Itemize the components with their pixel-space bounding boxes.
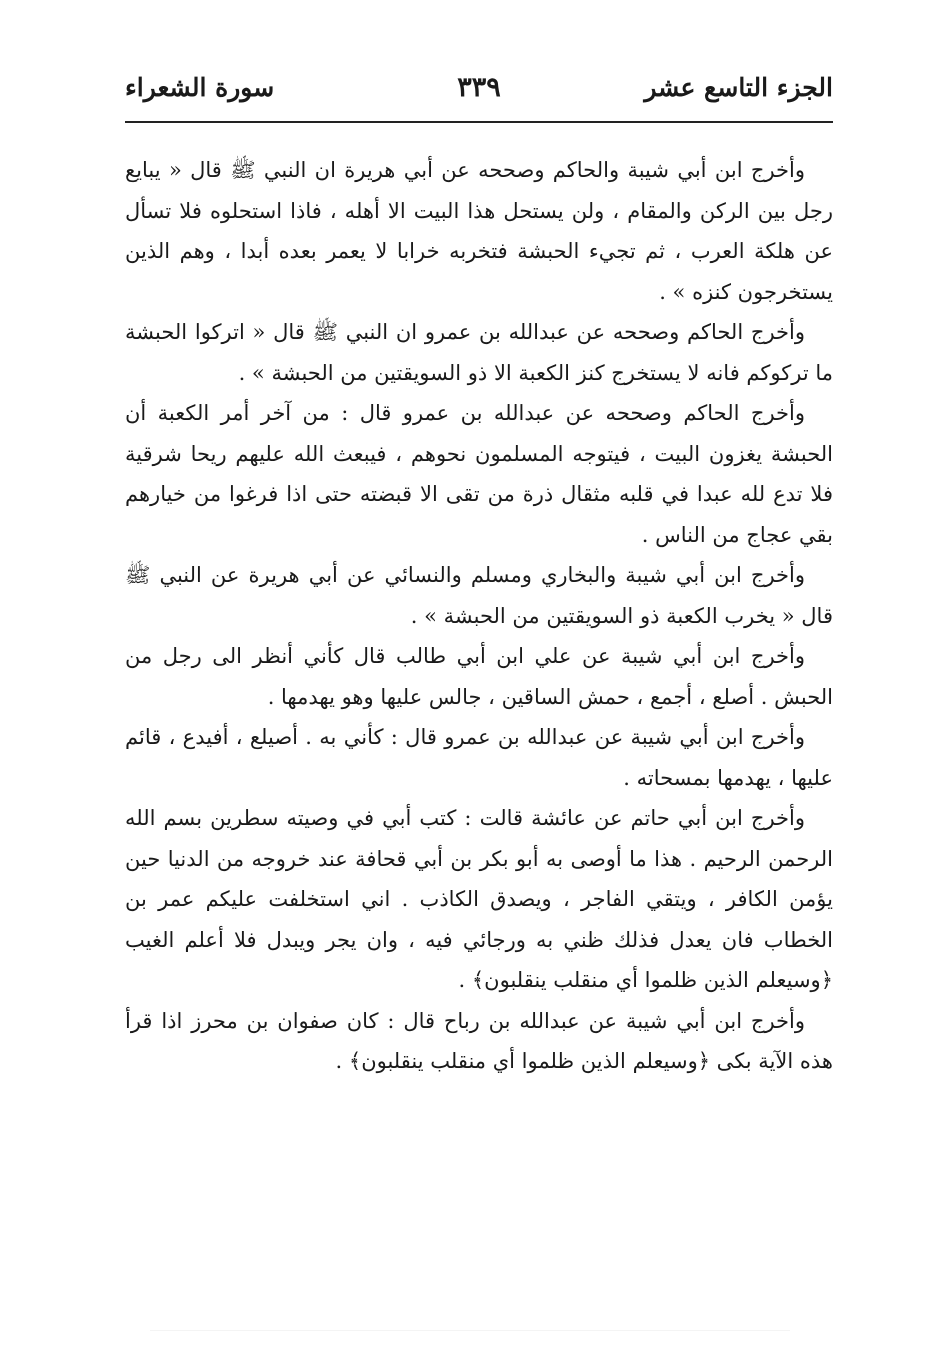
running-header: [125, 70, 833, 116]
paragraph: وأخرج ابن أبي شيبة والحاكم وصححه عن أبي هريرة ان النبي ﷺ قال « يبايع رجل بين الركن والمقام ، ولن يستحل هذا البيت الا أهله ، فاذا استحلوه فلا تسأل عن هلكة العرب ، ثم تجيء الحبشة فتخربه خرابا لا يعمر بعده أبدا ، وهم الذين يستخرجون كنزه » .: [125, 158, 833, 304]
page-body: [125, 150, 833, 1082]
surah-label: سورة الشعراء: [125, 73, 275, 102]
paragraph: وأخرج ابن أبي شيبة عن علي ابن أبي طالب قال كأني أنظر الى رجل من الحبش . أصلع ، أجمع ، حمش الساقين ، جالس عليها وهو يهدمها .: [125, 644, 833, 709]
paragraph: وأخرج ابن أبي شيبة عن عبدالله بن عمرو قال : كأني به . أصيلع ، أفيدع ، قائم عليها ، يهدمها بمسحاته .: [125, 725, 833, 790]
paragraph: وأخرج ابن أبي شيبة عن عبدالله بن رباح قال : كان صفوان بن محرز اذا قرأ هذه الآية بكى ﴿وسيعلم الذين ظلموا أي منقلب ينقلبون﴾ .: [125, 1008, 833, 1073]
page-bottom-mark: [150, 1330, 790, 1331]
paragraph: وأخرج ابن أبي حاتم عن عائشة قالت : كتب أبي في وصيته سطرين بسم الله الرحمن الرحيم . هذا ما أوصى به أبو بكر بن أبي قحافة عند خروجه من الدنيا حين يؤمن الكافر ، ويتقي الفاجر ، ويصدق الكاذب . اني استخلفت عليكم عمر بن الخطاب فان يعدل فذلك ظني به ورجائي فيه ، وان يجر ويبدل فلا أعلم الغيب ﴿وسيعلم الذين ظلموا أي منقلب ينقلبون﴾ .: [125, 806, 833, 992]
paragraph: وأخرج الحاكم وصححه عن عبدالله بن عمرو قال : من آخر أمر الكعبة أن الحبشة يغزون البيت ، فيتوجه المسلمون نحوهم ، فيبعث الله عليهم ريحا شرقية فلا تدع لله عبدا في قلبه مثقال ذرة من تقى الا قبضته حتى اذا فرغوا من خيارهم بقي عجاج من الناس .: [125, 401, 833, 547]
part-label: الجزء التاسع عشر: [644, 73, 833, 102]
paragraph: وأخرج ابن أبي شيبة والبخاري ومسلم والنسائي عن أبي هريرة عن النبي ﷺ قال « يخرب الكعبة ذو السويقتين من الحبشة » .: [125, 563, 833, 628]
page-number: ٣٣٩: [457, 72, 501, 103]
header-rule: [125, 121, 833, 123]
paragraph: وأخرج الحاكم وصححه عن عبدالله بن عمرو ان النبي ﷺ قال « اتركوا الحبشة ما تركوكم فانه لا يستخرج كنز الكعبة الا ذو السويقتين من الحبشة » .: [125, 320, 833, 385]
